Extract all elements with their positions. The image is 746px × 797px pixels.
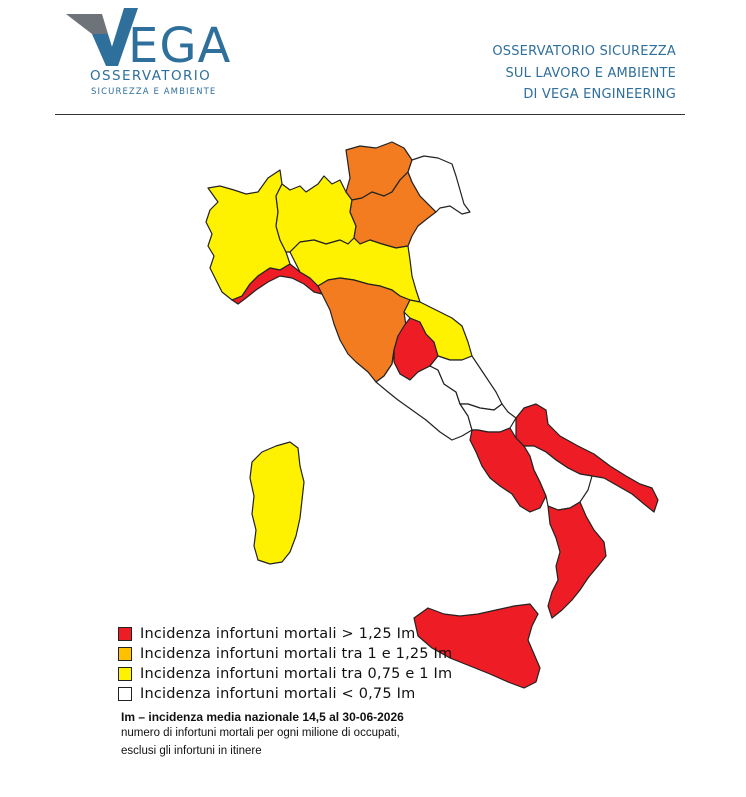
legend-item — [118, 644, 638, 664]
observatory-title-line-1: OSSERVATORIO SICUREZZA — [492, 44, 676, 59]
legend-swatch-white — [118, 687, 132, 701]
legend-item — [118, 684, 638, 704]
note-title — [121, 710, 641, 724]
observatory-title-line-2: SUL LAVORO E AMBIENTE — [505, 65, 676, 81]
legend-label: Incidenza infortuni mortali tra 1 e 1,25 Im — [140, 646, 453, 662]
region-calabria — [548, 502, 606, 618]
legend-swatch-red — [118, 627, 132, 641]
map-legend — [118, 624, 638, 704]
header-divider — [55, 114, 685, 115]
logo-subtitle-1: OSSERVATORIO — [90, 68, 212, 84]
legend-swatch-orange — [118, 647, 132, 661]
region-piemonte — [206, 170, 290, 300]
note-line-2: esclusi gli infortuni in itinere — [121, 745, 262, 757]
italy-map — [0, 120, 746, 700]
observatory-title-line-3: DI VEGA ENGINEERING — [523, 87, 676, 102]
legend-item — [118, 664, 638, 684]
vega-logo — [62, 4, 232, 104]
logo-v-gray — [66, 14, 108, 34]
legend-label: Incidenza infortuni mortali tra 0,75 e 1 Im — [140, 666, 453, 682]
vega-logo-mark — [62, 4, 232, 74]
note-line-1: numero di infortuni mortali per ogni milione di occupati, — [121, 727, 400, 739]
legend-item — [118, 624, 638, 644]
legend-label: Incidenza infortuni mortali < 0,75 Im — [140, 686, 416, 702]
region-sardegna — [250, 442, 304, 564]
legend-label: Incidenza infortuni mortali > 1,25 Im — [140, 626, 416, 642]
header — [0, 0, 746, 120]
map-note — [121, 710, 641, 760]
note-title-bold: Im — [121, 710, 136, 724]
logo-word: EGA — [128, 18, 232, 74]
observatory-title — [492, 41, 676, 106]
note-title-rest: – incidenza media nazionale 14,5 al 30-06-2026 — [135, 710, 404, 724]
legend-swatch-yellow — [118, 667, 132, 681]
logo-subtitle-2: SICUREZZA E AMBIENTE — [91, 87, 217, 97]
